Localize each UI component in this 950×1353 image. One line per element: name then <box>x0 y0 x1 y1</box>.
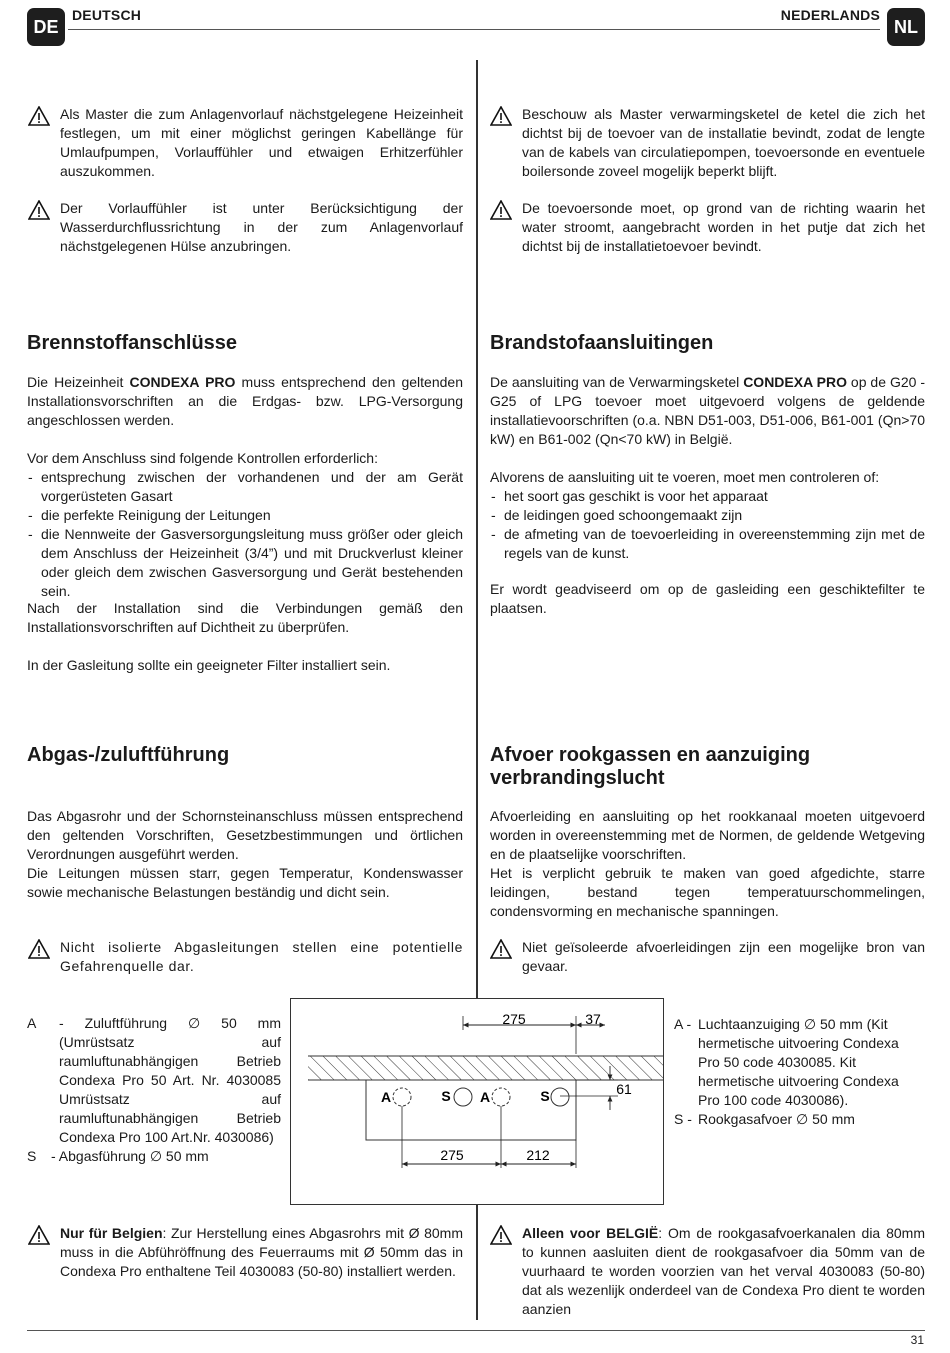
nl-warning-sensor-text: De toevoersonde moet, op grond van de richting waarin het water stroomt, aangebracht worden in het putje dat zich het dichtst bij de installatietoevoer bevindt. <box>522 200 925 254</box>
nl-fuel-intro: De aansluiting van de Verwarmingsketel CONDEXA PRO op de G20 - G25 of LPG toevoer moet uitgevoerd volgens de geldende installatievoorschriften (o.a. NBN D51-003, D51-006, B61-001 (Qn>70 kW) en B61-002 (Qn<70 kW) in België. <box>490 374 926 447</box>
legend-item: A - Luchtaanzuiging ∅ 50 mm (Kit hermetische uitvoering Condexa Pro 50 code 4030085. Kit hermetische uitvoering Condexa Pro 100 code 4030086). <box>674 1016 899 1108</box>
warning-icon <box>28 106 50 126</box>
de-warning-sensor-text: Der Vorlauffühler ist unter Berücksichtigung der Wasserdurchflussrichtung in der zum Anlagenvorlauf nächstgelegenen Hülse anzubringen. <box>60 200 463 254</box>
de-flue-text: Das Abgasrohr und der Schornsteinanschluss müssen entsprechend den geltenden Vorschriften, Gesetzbestimmungen und örtlichen Verordnungen ausgeführt werden. Die Leitungen müssen starr, gegen Temperatur, Kondenswasser sowie mechanische Belastungen beständig und dicht sein. <box>27 808 463 900</box>
nl-fuel-checks <box>490 468 925 563</box>
label-air-inlet-1: A <box>380 1089 392 1105</box>
de-fuel-checks-list <box>27 468 463 601</box>
de-warning-master <box>28 105 463 181</box>
de-warning-uninsulated-text: Nicht isolierte Abgasleitungen stellen eine potentielle Gefahrenquelle dar. <box>60 939 463 974</box>
warning-icon <box>28 1225 50 1245</box>
legend-item: A - Zuluftführung ∅ 50 mm (Umrüstsatz auf raumluftunabhängigen Betrieb Condexa Pro 50 Art. Nr. 4030085 Umrüstsatz auf raumluftunabhängigen Betrieb Condexa Pro 100 Art.Nr. 4030086) <box>27 1015 281 1145</box>
nl-warning-sensor <box>490 199 925 256</box>
language-badge-de: DE <box>27 8 65 46</box>
de-warning-uninsulated <box>28 938 463 976</box>
dim-label-bottom-212: 212 <box>526 1147 550 1163</box>
nl-fuel-heading: Brandstofaansluitingen <box>490 332 714 354</box>
nl-fuel-filter: Er wordt geadviseerd om op de gasleiding een geschiktefilter te plaatsen. <box>490 581 925 616</box>
de-fuel-leak-check: Nach der Installation sind die Verbindungen gemäß den Installationsvorschriften auf Dichtheit zu überprüfen. <box>27 600 463 635</box>
de-fuel-checks <box>27 449 463 601</box>
nl-warning-master-text: Beschouw als Master verwarmingsketel de ketel die zich het dichtst bij de toevoer van de installatie bevindt, zodat de lengte van de kabels van circulatiepompen, toevoersonde en eventuele boilersonde zoveel mogelijk beperkt blijft. <box>522 106 925 179</box>
list-item: - het soort gas geschikt is voor het apparaat <box>490 487 925 506</box>
label-air-inlet-2: A <box>479 1089 491 1105</box>
nl-warning-master <box>490 105 925 181</box>
nl-flue-heading: Afvoer rookgassen en aanzuiging verbrandingslucht <box>490 744 811 789</box>
header-rule <box>68 29 880 30</box>
de-diagram-legend <box>27 1014 281 1166</box>
list-item: - die perfekte Reinigung der Leitungen <box>27 506 463 525</box>
nl-brand-name: CONDEXA PRO <box>743 374 847 390</box>
list-item: - de leidingen goed schoongemaakt zijn <box>490 506 925 525</box>
list-item: - entsprechung zwischen der vorhandenen und der am Gerät vorgerüsteten Gasart <box>27 468 463 506</box>
legend-item: S - Rookgasafvoer ∅ 50 mm <box>674 1111 855 1127</box>
dim-label-bottom-275: 275 <box>440 1147 464 1163</box>
dim-label-top-275: 275 <box>502 1011 526 1027</box>
nl-diagram-legend <box>674 1015 924 1129</box>
flue-connection-diagram <box>290 998 664 1205</box>
warning-icon <box>28 200 50 220</box>
language-name-de: DEUTSCH <box>72 7 142 23</box>
label-flue-outlet-1: S <box>441 1088 451 1104</box>
dim-label-top-37: 37 <box>585 1011 601 1027</box>
nl-fuel-checks-list <box>490 487 925 563</box>
nl-warning-uninsulated-text: Niet geïsoleerde afvoerleidingen zijn een mogelijke bron van gevaar. <box>522 939 925 974</box>
de-warning-sensor <box>28 199 463 256</box>
de-warning-master-text: Als Master die zum Anlagenvorlauf nächstgelegene Heizeinheit festlegen, um mit einer möglichst geringen Kabellänge für Umlaufpumpen, Vorlauffühler und etwaigen Erhitzerfühler auszukommen. <box>60 106 463 179</box>
warning-icon <box>28 939 50 959</box>
label-flue-outlet-2: S <box>540 1088 550 1104</box>
warning-icon <box>490 939 512 959</box>
warning-icon <box>490 106 512 126</box>
nl-fuel-checks-intro: Alvorens de aansluiting uit te voeren, moet men controleren of: <box>490 469 880 485</box>
dim-label-61: 61 <box>616 1081 632 1097</box>
nl-warning-uninsulated <box>490 938 925 976</box>
de-brand-name: CONDEXA PRO <box>129 374 236 390</box>
page-number: 31 <box>910 1333 924 1347</box>
de-fuel-filter: In der Gasleitung sollte ein geeigneter Filter installiert sein. <box>27 657 391 673</box>
language-name-nl: NEDERLANDS <box>780 7 880 23</box>
nl-flue-text: Afvoerleiding en aansluiting op het rookkanaal moeten uitgevoerd worden in overeenstemming met de Normen, de geldende Wetgeving en de plaatselijke voorschriften. Het is verplicht gebruik te maken van goed afgedichte, starre leidingen, bestand tegen temperatuurschommelingen, condensvorming en mechanische spanningen. <box>490 808 925 919</box>
warning-icon <box>490 1225 512 1245</box>
list-item: - de afmeting van de toevoerleiding in overeenstemming zijn met de regels van de kunst. <box>490 525 925 563</box>
footer-rule <box>27 1330 925 1331</box>
de-belgium-label: Nur für Belgien <box>60 1225 163 1241</box>
de-fuel-intro: Die Heizeinheit CONDEXA PRO muss entsprechend den geltenden Installationsvorschriften an die Erdgas- bzw. LPG-Versorgung angeschlossen werden. <box>27 374 463 428</box>
list-item: - die Nennweite der Gasversorgungsleitung muss größer oder gleich dem Anschluss der Heizeinheit (3/4”) und mit Druckverlust kleiner oder gleich dem zwischen Gasversorgung und Gerät bestehenden sein. <box>27 525 463 601</box>
nl-belgium-note: Alleen voor BELGIË: Om de rookgasafvoerkanalen dia 80mm to kunnen aasluiten dient de rookgasafvoer dia 50mm van de vuurhaard te worden voorzien van het verval 4030083 (50-80) dat als wezenlijk onderdeel van de Condexa Pro dient te worden aanzien <box>490 1224 925 1319</box>
language-badge-nl: NL <box>887 8 925 46</box>
de-flue-heading: Abgas-/zuluftführung <box>27 744 230 766</box>
de-belgium-note: Nur für Belgien: Zur Herstellung eines Abgasrohrs mit Ø 80mm muss in die Abführöffnung des Feuerraums mit Ø 50mm das in Condexa Pro enthaltene Teil 4030083 (50-80) installiert werden. <box>28 1224 463 1281</box>
warning-icon <box>490 200 512 220</box>
nl-belgium-label: Alleen voor BELGIË <box>522 1225 659 1241</box>
de-fuel-heading: Brennstoffanschlüsse <box>27 332 238 354</box>
legend-item: S - Abgasführung ∅ 50 mm <box>27 1148 209 1164</box>
de-fuel-checks-intro: Vor dem Anschluss sind folgende Kontrollen erforderlich: <box>27 450 378 466</box>
